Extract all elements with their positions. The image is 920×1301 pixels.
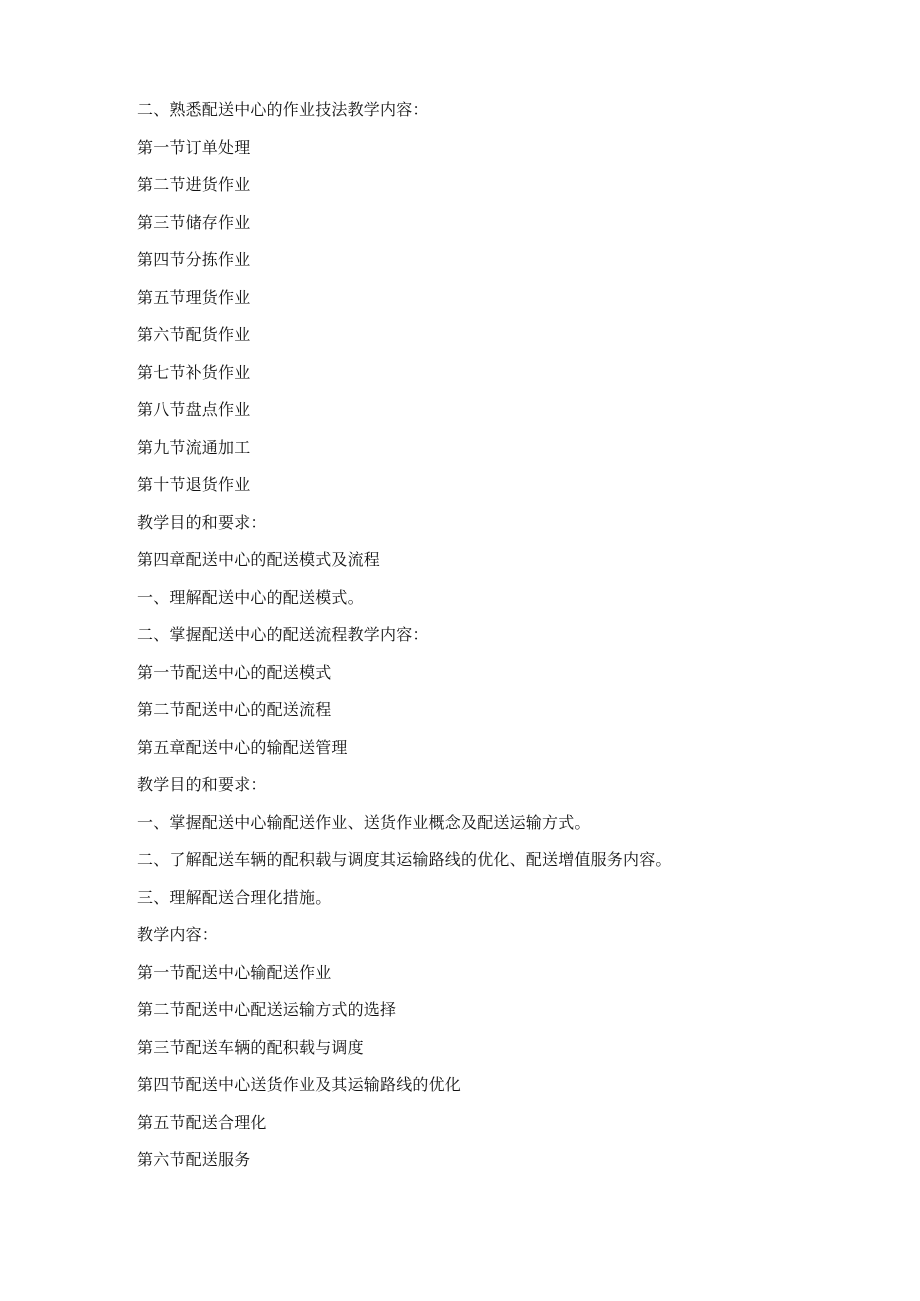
text-line: 二、了解配送车辆的配积载与调度其运输路线的优化、配送增值服务内容。 <box>137 850 672 869</box>
text-line: 第二节配送中心配送运输方式的选择 <box>137 1000 397 1019</box>
document-body <box>137 91 877 1179</box>
text-line: 第八节盘点作业 <box>137 400 251 419</box>
text-line: 三、理解配送合理化措施。 <box>137 887 332 907</box>
text-line: 二、掌握配送中心的配送流程教学内容： <box>137 625 429 644</box>
chapter-heading: 第五章配送中心的输配送管理 <box>137 737 348 757</box>
section-heading: 教学目的和要求： <box>137 775 267 794</box>
text-line: 一、理解配送中心的配送模式。 <box>137 587 364 607</box>
section-heading: 教学目的和要求： <box>137 512 267 532</box>
text-line: 第一节配送中心输配送作业 <box>137 962 332 982</box>
text-line: 第一节配送中心的配送模式 <box>137 662 332 682</box>
text-line: 第七节补货作业 <box>137 362 251 382</box>
text-line: 第四节配送中心送货作业及其运输路线的优化 <box>137 1075 462 1094</box>
chapter-heading: 第四章配送中心的配送模式及流程 <box>137 550 381 569</box>
text-line: 第五节配送合理化 <box>137 1112 267 1132</box>
text-line: 第一节订单处理 <box>137 137 251 157</box>
text-line: 第九节流通加工 <box>137 437 251 457</box>
text-line: 第三节储存作业 <box>137 212 251 232</box>
text-line: 第四节分拣作业 <box>137 250 251 269</box>
text-line: 一、掌握配送中心输配送作业、送货作业概念及配送运输方式。 <box>137 812 591 832</box>
text-line: 第十节退货作业 <box>137 475 251 494</box>
text-line: 第三节配送车辆的配积载与调度 <box>137 1037 364 1057</box>
text-line: 第六节配送服务 <box>137 1150 251 1169</box>
text-line: 第二节进货作业 <box>137 175 251 194</box>
text-line: 第五节理货作业 <box>137 287 251 307</box>
section-heading: 教学内容： <box>137 925 219 944</box>
text-line: 第六节配货作业 <box>137 325 251 344</box>
text-line: 第二节配送中心的配送流程 <box>137 700 332 719</box>
text-line: 二、熟悉配送中心的作业技法教学内容： <box>137 100 429 119</box>
